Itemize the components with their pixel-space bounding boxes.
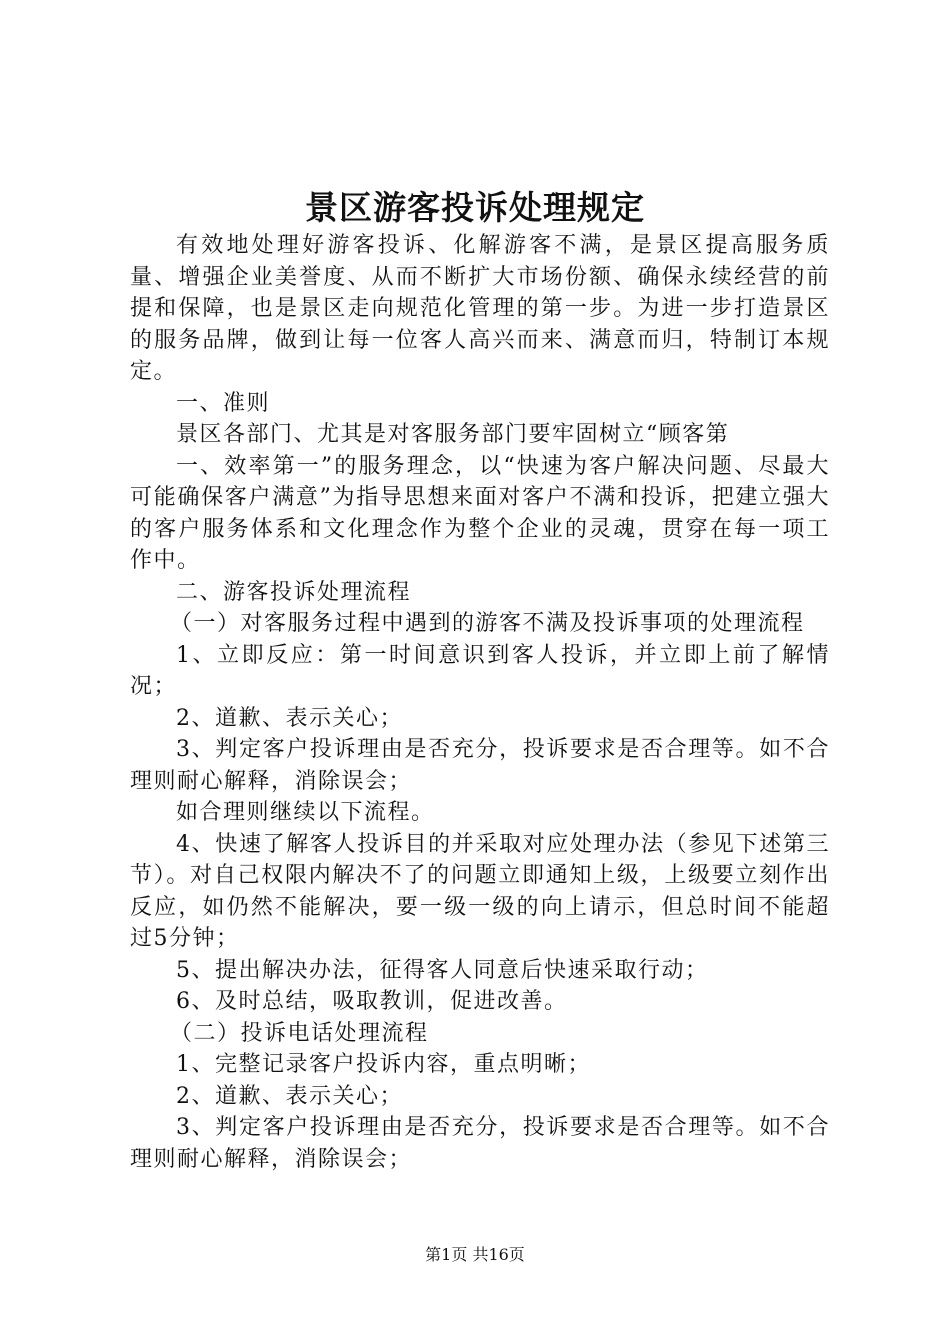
list-item: 3、判定客户投诉理由是否充分，投诉要求是否合理等。如不合理则耐心解释，消除误会； xyxy=(130,737,830,794)
subsection-heading-phone: （二）投诉电话处理流程 xyxy=(170,1020,429,1046)
principles-paragraph: 景区各部门、尤其是对客服务部门要牢固树立“顾客第 xyxy=(176,422,730,447)
list-item: 1、完整记录客户投诉内容，重点明晰； xyxy=(176,1052,591,1077)
list-item: 5、提出解决办法，征得客人同意后快速采取行动； xyxy=(176,957,709,983)
principles-paragraph-continued: 一、效率第一”的服务理念，以“快速为客户解决问题、尽最大可能确保客户满意”为指导思想来面对客户不满和投诉，把建立强大的客户服务体系和文化理念作为整个企业的灵魂，贯穿在每一项工作中。 xyxy=(130,453,830,573)
list-item: 如合理则继续以下流程。 xyxy=(176,800,435,825)
list-item: 2、道歉、表示关心； xyxy=(176,1083,403,1109)
list-item: 1、立即反应：第一时间意识到客人投诉，并立即上前了解情况； xyxy=(130,642,830,699)
document-title: 景区游客投诉处理规定 xyxy=(305,188,645,227)
page-footer: 第1页 共16页 xyxy=(425,1245,525,1264)
list-item: 6、及时总结，吸取教训，促进改善。 xyxy=(176,989,568,1014)
list-item: 2、道歉、表示关心； xyxy=(176,705,403,731)
list-item: 3、判定客户投诉理由是否充分，投诉要求是否合理等。如不合理则耐心解释，消除误会； xyxy=(130,1115,830,1172)
section-heading-process: 二、游客投诉处理流程 xyxy=(176,579,412,605)
document-body xyxy=(130,230,830,1175)
section-heading-principles: 一、准则 xyxy=(176,390,271,416)
intro-paragraph: 有效地处理好游客投诉、化解游客不满，是景区提高服务质量、增强企业美誉度、从而不断扩大市场份额、确保永续经营的前提和保障，也是景区走向规范化管理的第一步。为进一步打造景区的服务品牌，做到让每一位客人高兴而来、满意而归，特制订本规定。 xyxy=(130,233,830,384)
subsection-heading-service: （一）对客服务过程中遇到的游客不满及投诉事项的处理流程 xyxy=(170,611,805,636)
list-item: 4、快速了解客人投诉目的并采取对应处理办法（参见下述第三节）。对自己权限内解决不了的问题立即通知上级，上级要立刻作出反应，如仍然不能解决，要一级一级的向上请示，但总时间不能超过5分钟； xyxy=(130,831,830,951)
